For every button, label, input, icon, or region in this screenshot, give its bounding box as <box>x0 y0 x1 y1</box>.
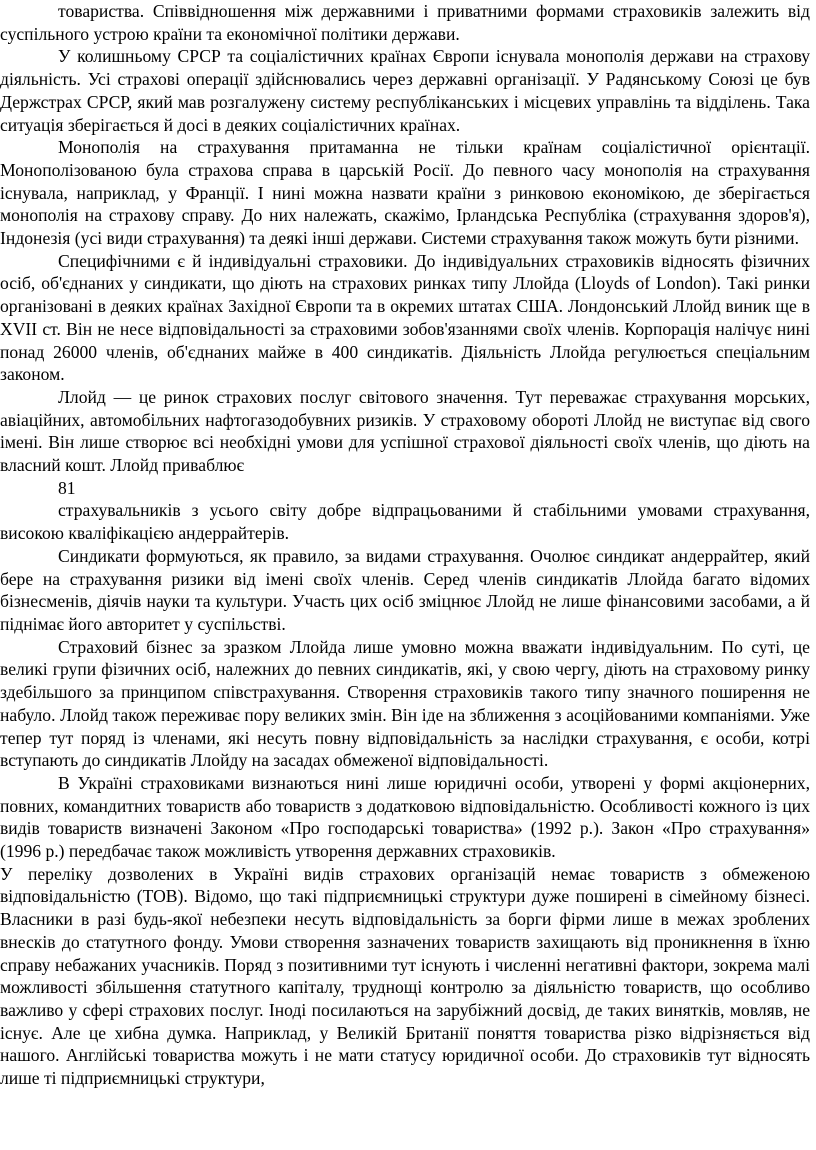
paragraph-monopoly-market-economies: Монополія на страхування притаманна не тільки країнам соціалістичної орієнтації. Монополізованою була страхова справа в царській Росії. До певного часу монополія на страхування існувала, наприклад, у Франції. І нині можна назвати країни з ринковою економікою, де зберігається монополія на страхову справу. До них належать, скажімо, Ірландська Республіка (страхування здоров'я), Індонезія (усі види страхування) та деякі інші держави. Системи страхування також можуть бути різними. <box>0 137 810 249</box>
paragraph-ukraine-insurers: В Україні страховиками визнаються нині лише юридичні особи, утворені у формі акціонерних, повних, командитних товариств або товариств з додатковою відповідальністю. Особливості кожного із цих видів товариств визначені Законом «Про господарські товариства» (1992 р.). Закон «Про страхування» (1996 р.) передбачає також можливість утворення державних страховиків. <box>0 772 810 862</box>
paragraph-llc-absence: У переліку дозволених в Україні видів страхових організацій немає товариств з обмеженою відповідальністю (ТОВ). Відомо, що такі підприємницькі структури дуже поширені в сімейному бізнесі. Власники в разі будь-якої небезпеки несуть відповідальність за борги фірми лише в межах зроблених внесків до статутного фонду. Умови створення зазначених товариств захищають від проникнення в їхню справу небажаних учасників. Поряд з позитивними тут існують і численні негативні фактори, зокрема малі можливості збільшення статутного капіталу, труднощі контролю за діяльністю товариств, що особливо важливо у сфері страхових послуг. Іноді посилаються на зарубіжний досвід, де таких винятків, мовляв, не існує. Але це хибна думка. Наприклад, у Великій Британії поняття товариства різко відрізняється від нашого. Англійські товариства можуть і не мати статусу юридичної особи. До страховиків тут відносять лише ті підприємницькі структури, <box>0 863 810 1089</box>
page-number: 81 <box>58 477 76 498</box>
paragraph-lloyds-model: Страховий бізнес за зразком Ллойда лише умовно можна вважати індивідуальним. По суті, це великі групи фізичних осіб, належних до певних синдикатів, які, у свою чергу, діють на страховому ринку здебільшого за принципом співстрахування. Створення страховиків такого типу значного поширення не набуло. Ллойд також переживає пору великих змін. Він іде на зближення з асоційованими компаніями. Уже тепер тут поряд із членами, які несуть повну відповідальність за наслідки страхування, є особи, котрі вступають до синдикатів Ллойду на засадах обмеженої відповідальності. <box>0 636 810 771</box>
paragraph-ussr-monopoly: У колишньому СРСР та соціалістичних країнах Європи існувала монополія держави на страхову діяльність. Усі страхові операції здійснювались через державні організації. У Радянському Союзі це був Держстрах СРСР, який мав розгалужену систему республіканських і місцевих управлінь та відділень. Така ситуація зберігається й досі в деяких соціалістичних країнах. <box>0 46 810 135</box>
paragraph-lloyds-market: Ллойд — це ринок страхових послуг світового значення. Тут переважає страхування морських, авіаційних, автомобільних нафтогазодобувних ризиків. У страховому обороті Ллойд не виступає від свого імені. Він лише створює всі необхідні умови для успішної страхової діяльності своїх членів, що діють на власний кошт. Ллойд приваблює <box>0 386 810 476</box>
paragraph-continuation-after-break: страхувальників з усього світу добре відпрацьованими й стабільними умовами страхування, високою кваліфікацією андеррайтерів. <box>0 500 810 544</box>
paragraph-syndicates: Синдикати формуються, як правило, за видами страхування. Очолює синдикат андеррайтер, який бере на страхування ризики від імені своїх членів. Серед членів синдикатів Ллойда багато відомих бізнесменів, діячів науки та культури. Участь цих осіб зміцнює Ллойд не лише фінансовими засобами, а й піднімає його авторитет у суспільстві. <box>0 545 810 634</box>
paragraph-continuation: товариства. Співвідношення між державними і приватними формами страховиків залежить від суспільного устрою країни та економічної політики держави. <box>0 1 810 44</box>
paragraph-individual-insurers: Специфічними є й індивідуальні страховики. До індивідуальних страховиків відносять фізичних осіб, об'єднаних у синдикати, що діють на страхових ринках типу Ллойда (Lloyds of London). Такі ринки організовані в деяких країнах Західної Європи та в окремих штатах США. Лондонський Ллойд виник ще в XVII ст. Він не несе відповідальності за страховими зобов'язаннями своїх членів. Корпорація налічує нині понад 26000 членів, об'єднаних майже в 400 синдикатів. Діяльність Ллойда регулюється спеціальним законом. <box>0 250 810 385</box>
